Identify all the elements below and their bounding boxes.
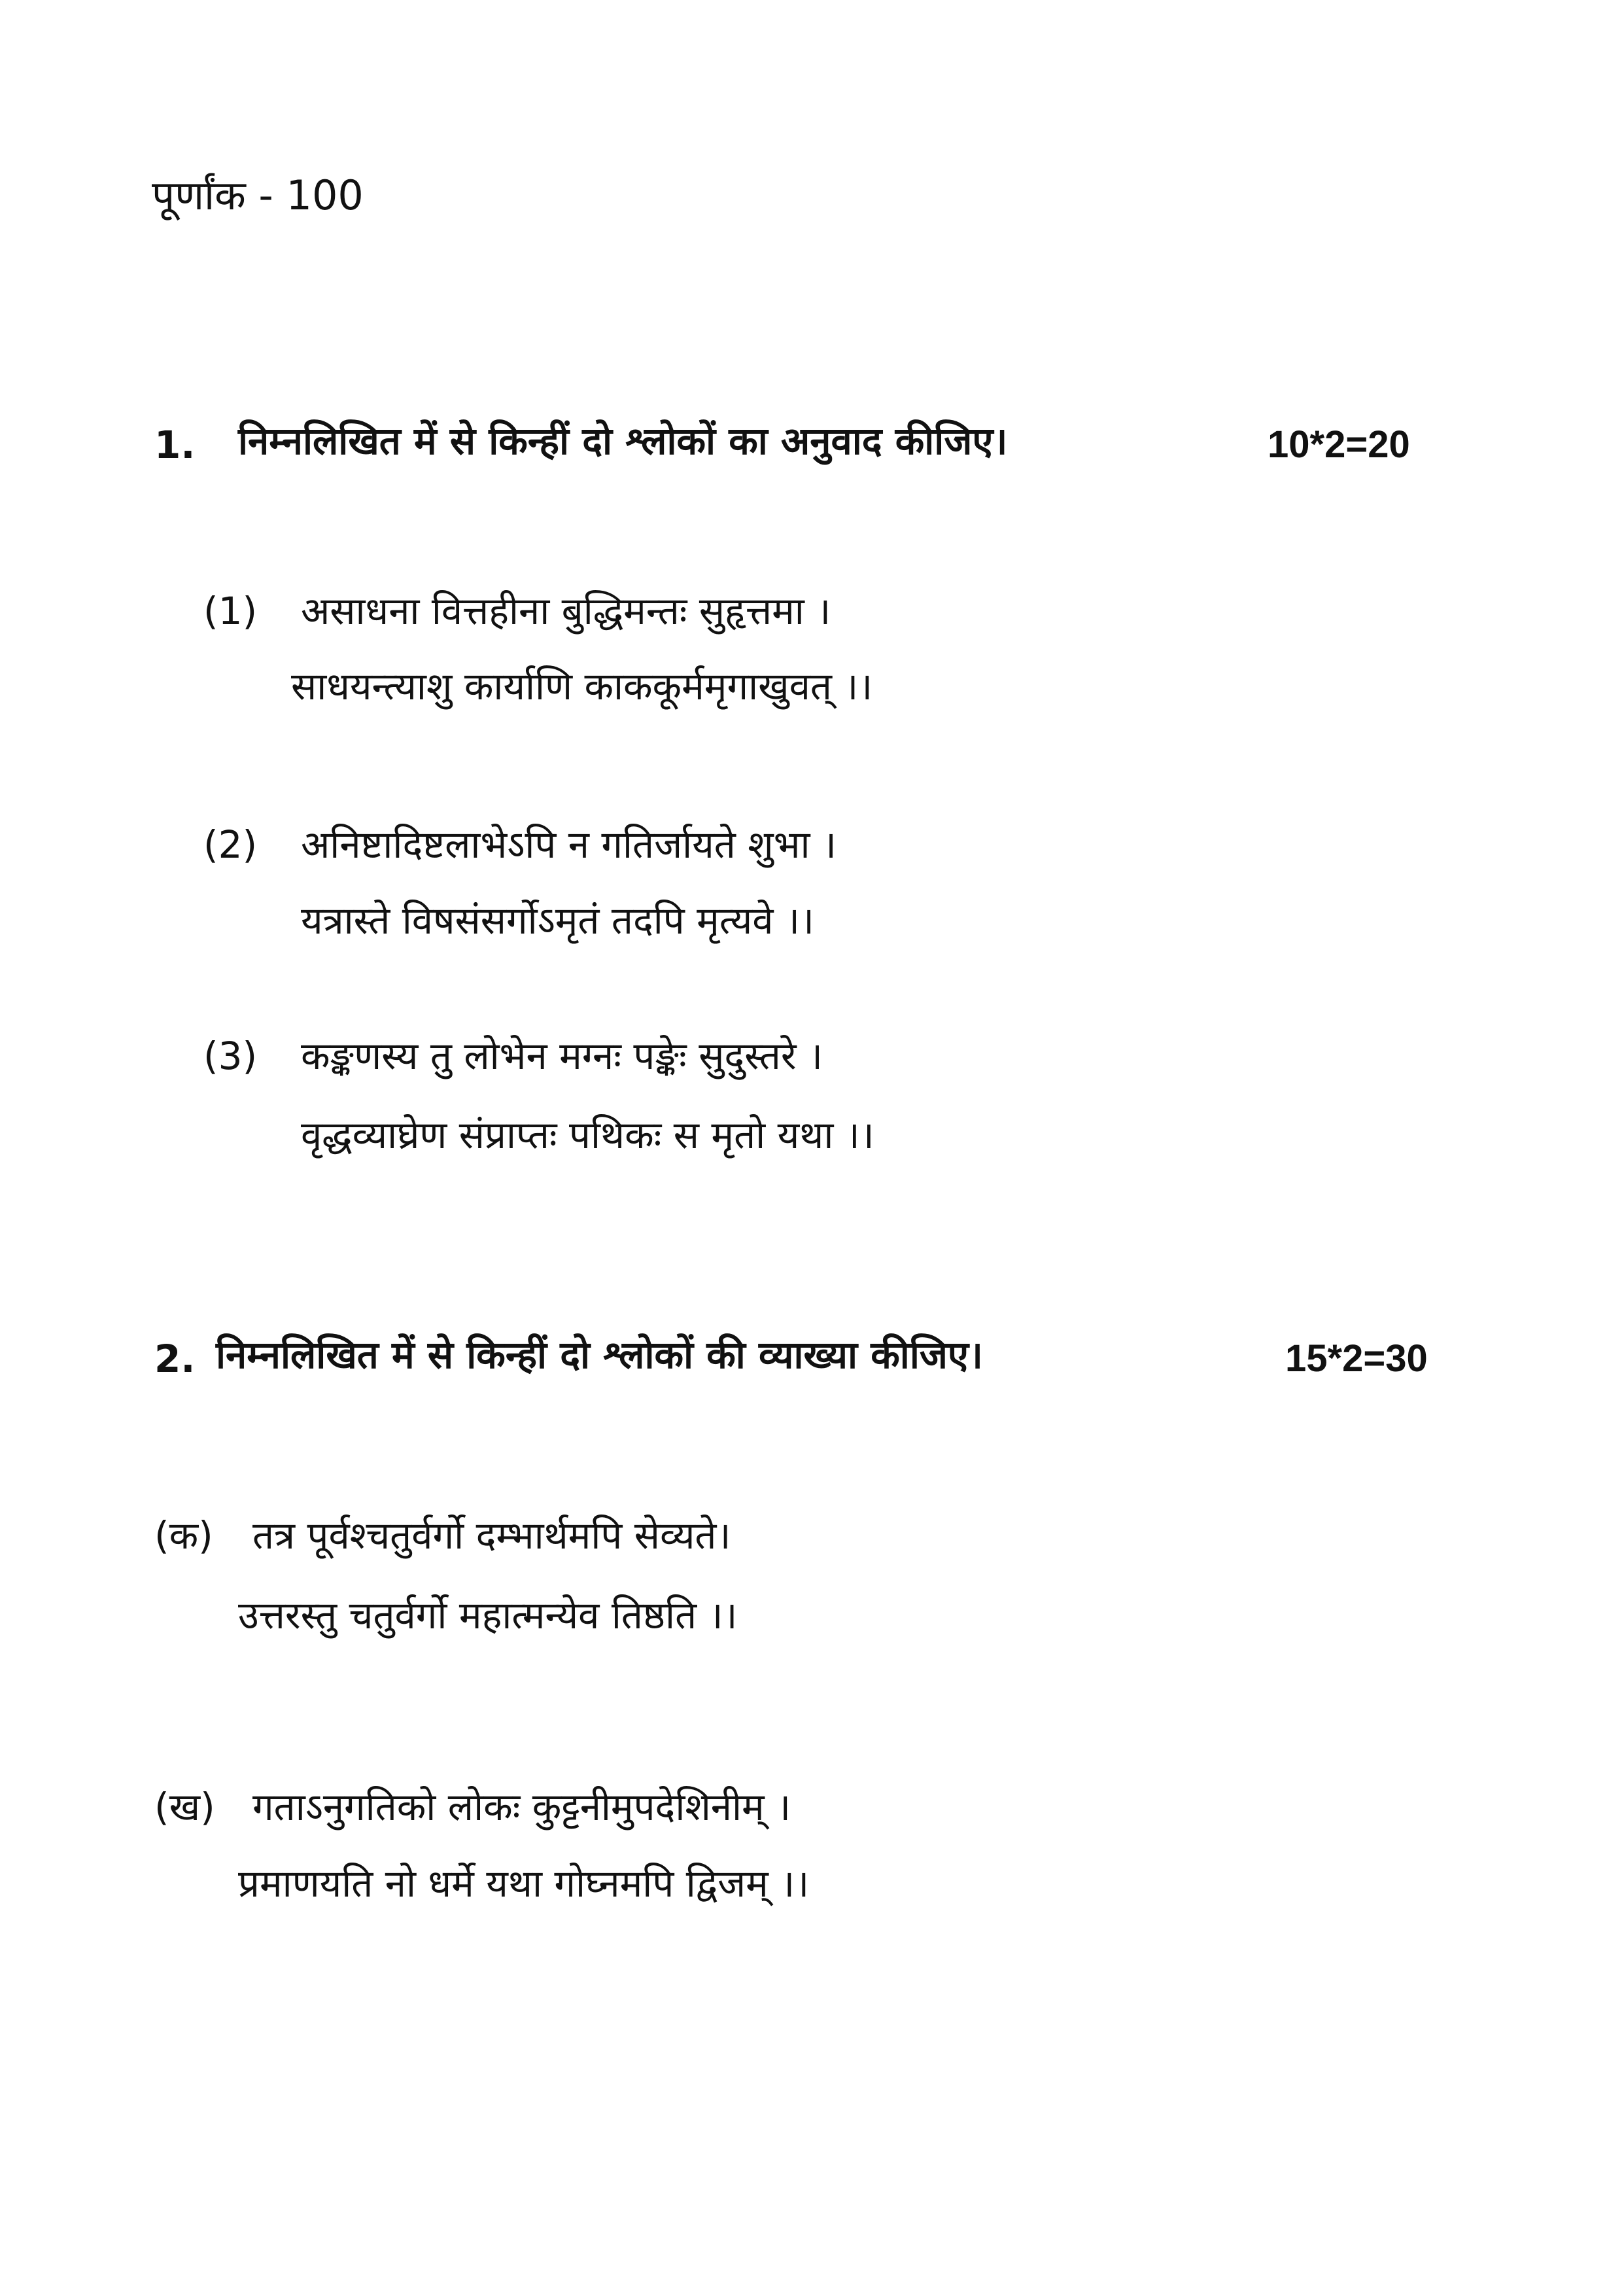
verse-2-line-2: यत्रास्ते विषसंसर्गोऽमृतं तदपि मृत्यवे ।।	[301, 898, 814, 943]
question-2-number: 2.	[154, 1337, 196, 1381]
verse-1-line-2: साधयन्त्याशु कार्याणि काककूर्ममृगाखुवत् ।।	[291, 664, 873, 709]
question-2-text: निम्नलिखित में से किन्हीं दो श्लोकों की व्याख्या कीजिए।	[216, 1333, 983, 1377]
verse-3-line-1: कङ्कणस्य तु लोभेन मग्नः पङ्केः सुदुस्तरे ।	[301, 1034, 823, 1078]
verse-kha-line-1: गताऽनुगतिको लोकः कुट्टनीमुपदेशिनीम् ।	[252, 1785, 791, 1829]
verse-ka-line-1: तत्र पूर्वश्चतुर्वर्गो दम्भार्थमपि सेव्यते।	[252, 1513, 731, 1558]
verse-1-label: (1)	[203, 589, 258, 633]
verse-2-line-1: अनिष्टादिष्टलाभेऽपि न गतिर्जायते शुभा ।	[301, 822, 837, 867]
total-marks: पूर्णांक - 100	[152, 171, 364, 219]
verse-2-label: (2)	[203, 822, 258, 867]
question-2-marks: 15*2=30	[1285, 1337, 1428, 1380]
verse-ka-label: (क)	[154, 1513, 213, 1558]
question-1-number: 1.	[154, 423, 196, 467]
verse-kha-label: (ख)	[154, 1785, 215, 1829]
question-1-text: निम्नलिखित में से किन्हीं दो श्लोकों का अनुवाद कीजिए।	[238, 419, 1008, 463]
question-1-marks: 10*2=20	[1268, 423, 1410, 466]
verse-3-line-2: वृद्धव्याघ्रेण संप्राप्तः पथिकः स मृतो यथा ।।	[301, 1113, 874, 1157]
verse-ka-line-2: उत्तरस्तु चतुर्वर्गो महात्मन्येव तिष्ठति ।।	[238, 1593, 738, 1638]
verse-3-label: (3)	[203, 1034, 258, 1078]
verse-1-line-1: असाधना वित्तहीना बुद्धिमन्तः सुहृत्तमा ।	[301, 589, 831, 633]
verse-kha-line-2: प्रमाणयति नो धर्मे यथा गोघ्नमपि द्विजम् ।।	[238, 1861, 810, 1906]
